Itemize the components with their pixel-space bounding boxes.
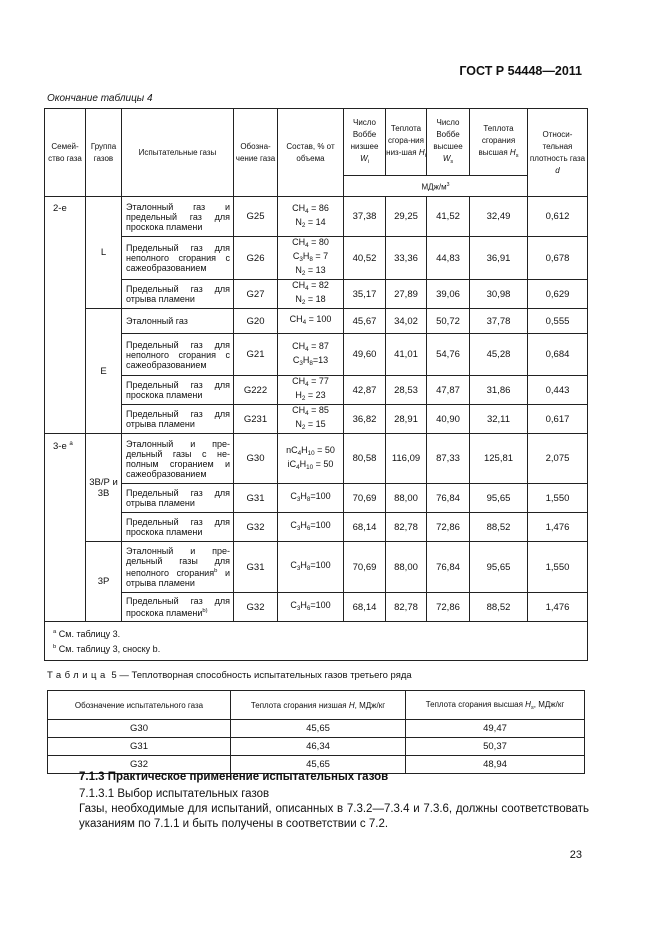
value-wi: 68,14 [344,513,386,542]
t5-high: 49,47 [406,720,585,738]
value-wi: 70,69 [344,542,386,593]
gas-composition: $CH_4 = 87$ $C_3H_8=13$ [278,334,344,376]
gas-code: G30 [234,434,278,484]
table-row [45,405,588,434]
value-ws: 76,84 [427,484,470,513]
value-d: 1,476 [528,593,588,622]
value-d: 0,612 [528,197,588,237]
gas-composition: $C_3H_8=100$ [278,484,344,513]
gas-composition: $nC_4H_{10} = 50$ $iC_4H_{10} = 50$ [278,434,344,484]
page-number: 23 [569,849,582,861]
table-row [45,334,588,376]
gas-code: G31 [234,542,278,593]
value-hi: 82,78 [386,513,427,542]
table-row [45,484,588,513]
table5-header-row [48,691,585,720]
gas-composition: $CH_4 = 77$ $H_2 = 23$ [278,376,344,405]
value-ws: 41,52 [427,197,470,237]
value-hs: 95,65 [470,484,528,513]
footnotes: $^a$ См. таблицу 3. $^b$ См. таблицу 3, сноску b. [45,622,588,661]
value-hi: 27,89 [386,280,427,309]
value-hi: 116,09 [386,434,427,484]
gas-code: G231 [234,405,278,434]
gas-composition: $CH_4 = 100$ [278,309,344,334]
section-7-1-3-1-heading: 7.1.3.1 Выбор испытательных газов [79,788,270,800]
t5-gas: G32 [48,756,231,774]
value-ws: 44,83 [427,237,470,280]
gas-code: G32 [234,593,278,622]
table-row [45,513,588,542]
table-5 [47,690,585,774]
table4-header-row [45,109,588,176]
value-wi: 37,38 [344,197,386,237]
value-hs: 37,78 [470,309,528,334]
table-row [45,434,588,484]
value-ws: 87,33 [427,434,470,484]
group-cell: L [86,197,122,309]
value-hs: 88,52 [470,513,528,542]
value-hi: 88,00 [386,542,427,593]
gas-composition: $CH_4 = 86$ $N_2 = 14$ [278,197,344,237]
value-hs: 30,98 [470,280,528,309]
header-wobbe-high: Число Воббе высшее $W_s$ [427,109,470,176]
gas-code: G27 [234,280,278,309]
t5-gas: G31 [48,738,231,756]
value-d: 0,684 [528,334,588,376]
header-family: Семей-ство газа [45,109,86,197]
group-cell: E [86,309,122,434]
header-gas: Испытательные газы [122,109,234,197]
gas-code: G31 [234,484,278,513]
gas-name: Эталонный газ [122,309,234,334]
value-d: 0,555 [528,309,588,334]
value-ws: 39,06 [427,280,470,309]
value-ws: 47,87 [427,376,470,405]
value-wi: 35,17 [344,280,386,309]
value-hs: 36,91 [470,237,528,280]
t5-high: 50,37 [406,738,585,756]
value-hi: 28,91 [386,405,427,434]
gas-name: Предельный газ для проскока пламени [122,376,234,405]
table-row [45,197,588,237]
table-row [45,542,588,593]
value-d: 2,075 [528,434,588,484]
value-d: 0,678 [528,237,588,280]
table5-caption: Таблица 5 — Теплотворная способность испытательных газов третьего ряда [47,670,412,681]
t5-header-designation: Обозначение испытательного газа [48,691,231,720]
t5-high: 48,94 [406,756,585,774]
value-hs: 32,11 [470,405,528,434]
gas-code: G25 [234,197,278,237]
value-hi: 41,01 [386,334,427,376]
header-designation: Обозна-чение газа [234,109,278,197]
value-hs: 32,49 [470,197,528,237]
group-cell: 3В/Р и 3В [86,434,122,542]
value-ws: 40,90 [427,405,470,434]
value-ws: 72,86 [427,513,470,542]
footnote-row [45,622,588,661]
group-cell: 3Р [86,542,122,622]
value-hs: 88,52 [470,593,528,622]
value-d: 0,443 [528,376,588,405]
table-4 [44,108,588,661]
t5-low: 45,65 [231,720,406,738]
table-row [45,376,588,405]
value-wi: 40,52 [344,237,386,280]
gas-name: Эталонный и пре-дельный газы с не-полным сгоранием и сажеобразованием [122,434,234,484]
gas-composition: $CH_4 = 80$ $C_3H_8 = 7$ $N_2 = 13$ [278,237,344,280]
gas-composition: $CH_4 = 82$ $N_2 = 18$ [278,280,344,309]
value-wi: 42,87 [344,376,386,405]
gas-name: Эталонный газ и предельный газ для проскока пламени [122,197,234,237]
gas-name: Предельный газ для проскока пламени [122,513,234,542]
value-wi: 36,82 [344,405,386,434]
t5-low: 46,34 [231,738,406,756]
table-row [45,237,588,280]
gas-name: Предельный газ для отрыва пламени [122,280,234,309]
gas-code: G32 [234,513,278,542]
gas-name: Эталонный и пре-дельный газы для неполного сгорания$^b$ и отрыва пламени [122,542,234,593]
value-wi: 49,60 [344,334,386,376]
t5-header-high: Теплота сгорания высшая $H_s$, МДж/кг [406,691,585,720]
header-density: Относи-тельная плотность газа d [528,109,588,197]
value-hs: 31,86 [470,376,528,405]
value-ws: 72,86 [427,593,470,622]
value-hs: 95,65 [470,542,528,593]
value-wi: 45,67 [344,309,386,334]
value-wi: 68,14 [344,593,386,622]
t5-low: 45,65 [231,756,406,774]
value-wi: 80,58 [344,434,386,484]
gas-code: G21 [234,334,278,376]
table-row [45,309,588,334]
gas-code: G20 [234,309,278,334]
gas-name: Предельный газ для отрыва пламени [122,405,234,434]
family-cell: 2-е [45,197,86,434]
t5-header-low: Теплота сгорания низшая H, МДж/кг [231,691,406,720]
header-heat-low: Теплота сгора-ния низ-шая $H_i$ [386,109,427,176]
gas-code: G26 [234,237,278,280]
value-hi: 82,78 [386,593,427,622]
value-hi: 28,53 [386,376,427,405]
value-wi: 70,69 [344,484,386,513]
gas-composition: $C_3H_8=100$ [278,542,344,593]
gas-composition: $C_3H_6=100$ [278,593,344,622]
value-hs: 45,28 [470,334,528,376]
gas-name: Предельный газ для проскока пламени$^{b)}$ [122,593,234,622]
value-hi: 88,00 [386,484,427,513]
value-d: 0,617 [528,405,588,434]
value-d: 1,550 [528,484,588,513]
header-wobbe-low: Число Воббе низшее $W_i$ [344,109,386,176]
header-heat-high: Теплота сгорания высшая $H_s$ [470,109,528,176]
standard-header: ГОСТ Р 54448—2011 [459,64,582,78]
family-cell: 3-е $^a$ [45,434,86,622]
value-ws: 50,72 [427,309,470,334]
gas-name: Предельный газ для отрыва пламени [122,484,234,513]
header-group: Группа газов [86,109,122,197]
value-d: 1,550 [528,542,588,593]
t5-gas: G30 [48,720,231,738]
value-d: 1,476 [528,513,588,542]
gas-name: Предельный газ для неполного сгорания с сажеобразованием [122,237,234,280]
table4-caption: Окончание таблицы 4 [47,93,153,104]
table-row [45,280,588,309]
value-hs: 125,81 [470,434,528,484]
section-7-1-3-heading: 7.1.3 Практическое применение испытательных газов [79,771,389,783]
table-row [48,720,585,738]
value-hi: 29,25 [386,197,427,237]
value-hi: 33,36 [386,237,427,280]
gas-composition: $C_3H_6=100$ [278,513,344,542]
table-row [48,738,585,756]
value-hi: 34,02 [386,309,427,334]
gas-name: Предельный газ для неполного сгорания с сажеобразованием [122,334,234,376]
gas-code: G222 [234,376,278,405]
value-ws: 76,84 [427,542,470,593]
value-d: 0,629 [528,280,588,309]
table-row [45,593,588,622]
value-ws: 54,76 [427,334,470,376]
gas-composition: $CH_4 = 85$ $N_2 = 15$ [278,405,344,434]
header-composition: Состав, % от объема [278,109,344,197]
header-units: МДж/$м^3$ [344,176,528,197]
section-paragraph: Газы, необходимые для испытаний, описанных в 7.3.2—7.3.4 и 7.3.6, должны соответствовать указаниям по 7.1.1 и быть получены в соответствии с 7.2. [79,803,589,830]
